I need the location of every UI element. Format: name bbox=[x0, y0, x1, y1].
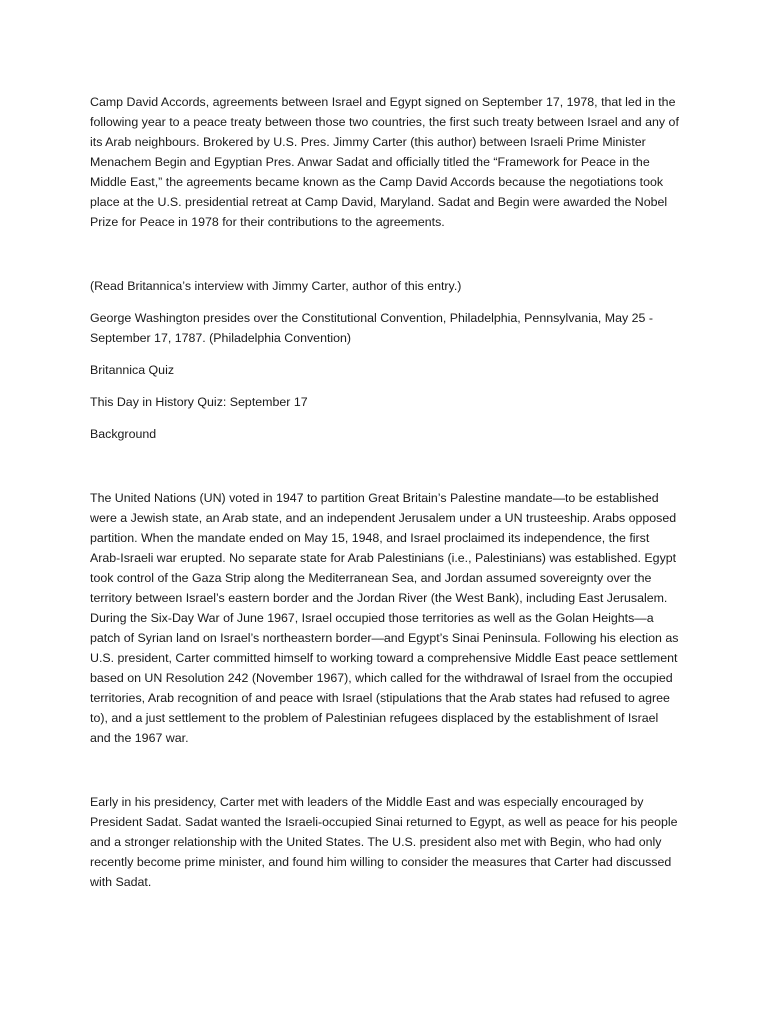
quiz-title: This Day in History Quiz: September 17 bbox=[90, 395, 308, 409]
quiz-label: Britannica Quiz bbox=[90, 363, 175, 377]
image-caption: George Washington presides over the Constitutional Convention, Philadelphia, Pennsylvania, May 25 - September 17, 1787. (Philadelphia Convention) bbox=[90, 311, 653, 345]
section-heading-background: Background bbox=[90, 427, 157, 441]
intro-paragraph: Camp David Accords, agreements between Israel and Egypt signed on September 17, 1978, that led in the following year to a peace treaty between those two countries, the first such treaty between Israel and any of its Arab neighbours. Brokered by U.S. Pres. Jimmy Carter (this author) between Israeli Prime Minister Menachem Begin and Egyptian Pres. Anwar Sadat and officially titled the “Framework for Peace in the Middle East,” the agreements became known as the Camp David Accords because the negotiations took place at the U.S. presidential retreat at Camp David, Maryland. Sadat and Begin were awarded the Nobel Prize for Peace in 1978 for their contributions to the agreements. bbox=[90, 95, 679, 229]
presidency-paragraph: Early in his presidency, Carter met with leaders of the Middle East and was especially encouraged by President Sadat. Sadat wanted the Israeli-occupied Sinai returned to Egypt, as well as peace for his people and a stronger relationship with the United States. The U.S. president also met with Begin, who had only recently become prime minister, and found him willing to consider the measures that Carter had discussed with Sadat. bbox=[90, 795, 678, 889]
interview-note: (Read Britannica’s interview with Jimmy Carter, author of this entry.) bbox=[90, 279, 462, 293]
background-paragraph: The United Nations (UN) voted in 1947 to partition Great Britain’s Palestine mandate—to be established were a Jewish state, an Arab state, and an independent Jerusalem under a UN trusteeship. Arabs opposed partition. When the mandate ended on May 15, 1948, and Israel proclaimed its independence, the first Arab-Israeli war erupted. No separate state for Arab Palestinians (i.e., Palestinians) was established. Egypt took control of the Gaza Strip along the Mediterranean Sea, and Jordan assumed sovereignty over the territory between Israel’s eastern border and the Jordan River (the West Bank), including East Jerusalem. During the Six-Day War of June 1967, Israel occupied those territories as well as the Golan Heights—a patch of Syrian land on Israel’s northeastern border—and Egypt’s Sinai Peninsula. Following his election as U.S. president, Carter committed himself to working toward a comprehensive Middle East peace settlement based on UN Resolution 242 (November 1967), which called for the withdrawal of Israel from the occupied territories, Arab recognition of and peace with Israel (stipulations that the Arab states had refused to agree to), and a just settlement to the problem of Palestinian refugees displaced by the establishment of Israel and the 1967 war. bbox=[90, 491, 679, 745]
document-body bbox=[90, 92, 682, 892]
